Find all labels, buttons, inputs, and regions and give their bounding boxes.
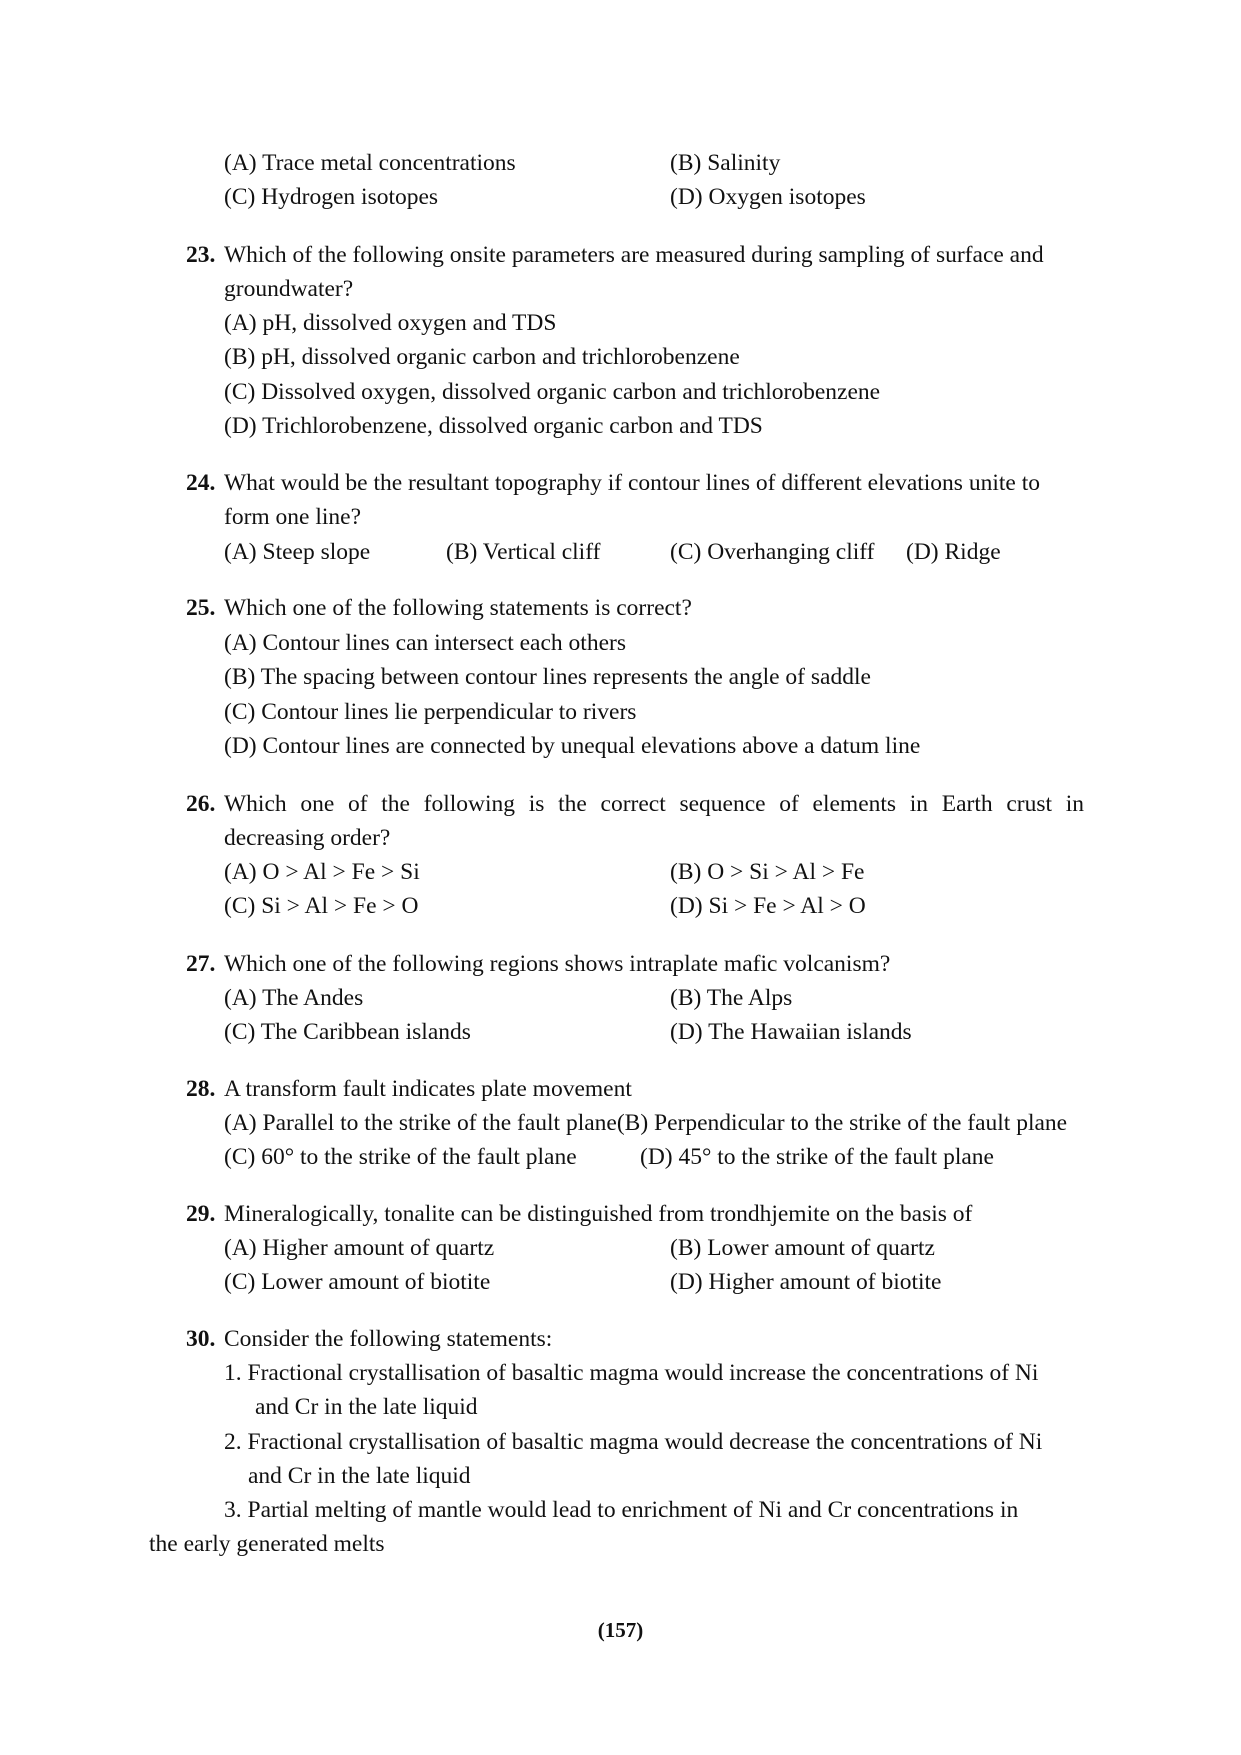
q25-question-line1: Which one of the following statements is correct? — [224, 595, 692, 621]
q26-option-c: (C) Si > Al > Fe > O — [224, 893, 419, 919]
q29-number: 29. — [186, 1201, 216, 1227]
q30-statement-3-line2: the early generated melts — [149, 1531, 385, 1557]
q27-option-c: (C) The Caribbean islands — [224, 1019, 471, 1045]
q23-question-line2: groundwater? — [224, 276, 354, 302]
q24-option-b: (B) Vertical cliff — [446, 539, 601, 565]
q24-question-line1: What would be the resultant topography if contour lines of different elevations unite to — [224, 470, 1040, 496]
q26-option-b: (B) O > Si > Al > Fe — [670, 859, 865, 885]
q27-option-b: (B) The Alps — [670, 985, 793, 1011]
q25-option-a: (A) Contour lines can intersect each others — [224, 630, 626, 656]
q28-option-d: (D) 45° to the strike of the fault plane — [640, 1144, 994, 1170]
q25-option-b: (B) The spacing between contour lines represents the angle of saddle — [224, 664, 871, 690]
q26-question-line2: decreasing order? — [224, 825, 391, 851]
q23-question-line1: Which of the following onsite parameters are measured during sampling of surface and — [224, 242, 1044, 268]
q29-option-a: (A) Higher amount of quartz — [224, 1235, 495, 1261]
q30-statement-2-line1: 2. Fractional crystallisation of basaltic magma would decrease the concentrations of Ni — [224, 1429, 1043, 1455]
q22-option-b: (B) Salinity — [670, 150, 781, 176]
q29-option-c: (C) Lower amount of biotite — [224, 1269, 491, 1295]
q29-question-line1: Mineralogically, tonalite can be distinguished from trondhjemite on the basis of — [224, 1201, 973, 1227]
q28-option-a-b: (A) Parallel to the strike of the fault plane(B) Perpendicular to the strike of the fault plane — [224, 1110, 1068, 1136]
q25-number: 25. — [186, 595, 216, 621]
q29-option-d: (D) Higher amount of biotite — [670, 1269, 942, 1295]
page-number: (157) — [597, 1618, 644, 1642]
q24-option-c: (C) Overhanging cliff — [670, 539, 875, 565]
q30-statement-1-line2: and Cr in the late liquid — [255, 1394, 478, 1420]
q28-question-line1: A transform fault indicates plate movement — [224, 1076, 632, 1102]
q26-option-a: (A) O > Al > Fe > Si — [224, 859, 420, 885]
q30-number: 30. — [186, 1326, 216, 1352]
q25-option-c: (C) Contour lines lie perpendicular to rivers — [224, 699, 637, 725]
q25-option-d: (D) Contour lines are connected by unequal elevations above a datum line — [224, 733, 921, 759]
q23-option-a: (A) pH, dissolved oxygen and TDS — [224, 310, 557, 336]
q22-option-d: (D) Oxygen isotopes — [670, 184, 866, 210]
q24-number: 24. — [186, 470, 216, 496]
q27-question-line1: Which one of the following regions shows intraplate mafic volcanism? — [224, 951, 891, 977]
q28-option-c: (C) 60° to the strike of the fault plane — [224, 1144, 577, 1170]
q26-question-line1: Which one of the following is the correct sequence of elements in Earth crust in — [224, 791, 1084, 817]
q24-option-d: (D) Ridge — [906, 539, 1001, 565]
q23-option-b: (B) pH, dissolved organic carbon and trichlorobenzene — [224, 344, 740, 370]
q24-question-line2: form one line? — [224, 504, 362, 530]
q30-statement-3-line1: 3. Partial melting of mantle would lead to enrichment of Ni and Cr concentrations in — [224, 1497, 1019, 1523]
q24-option-a: (A) Steep slope — [224, 539, 371, 565]
q30-statement-2-line2: and Cr in the late liquid — [248, 1463, 471, 1489]
q28-number: 28. — [186, 1076, 216, 1102]
q27-number: 27. — [186, 951, 216, 977]
q23-option-c: (C) Dissolved oxygen, dissolved organic carbon and trichlorobenzene — [224, 379, 881, 405]
q23-number: 23. — [186, 242, 216, 268]
q27-option-a: (A) The Andes — [224, 985, 364, 1011]
q27-option-d: (D) The Hawaiian islands — [670, 1019, 912, 1045]
q23-option-d: (D) Trichlorobenzene, dissolved organic carbon and TDS — [224, 413, 763, 439]
q22-option-c: (C) Hydrogen isotopes — [224, 184, 439, 210]
q29-option-b: (B) Lower amount of quartz — [670, 1235, 935, 1261]
q22-option-a: (A) Trace metal concentrations — [224, 150, 516, 176]
q30-statement-1-line1: 1. Fractional crystallisation of basaltic magma would increase the concentrations of Ni — [224, 1360, 1039, 1386]
q30-question-line1: Consider the following statements: — [224, 1326, 553, 1352]
q26-number: 26. — [186, 791, 216, 817]
q26-option-d: (D) Si > Fe > Al > O — [670, 893, 866, 919]
